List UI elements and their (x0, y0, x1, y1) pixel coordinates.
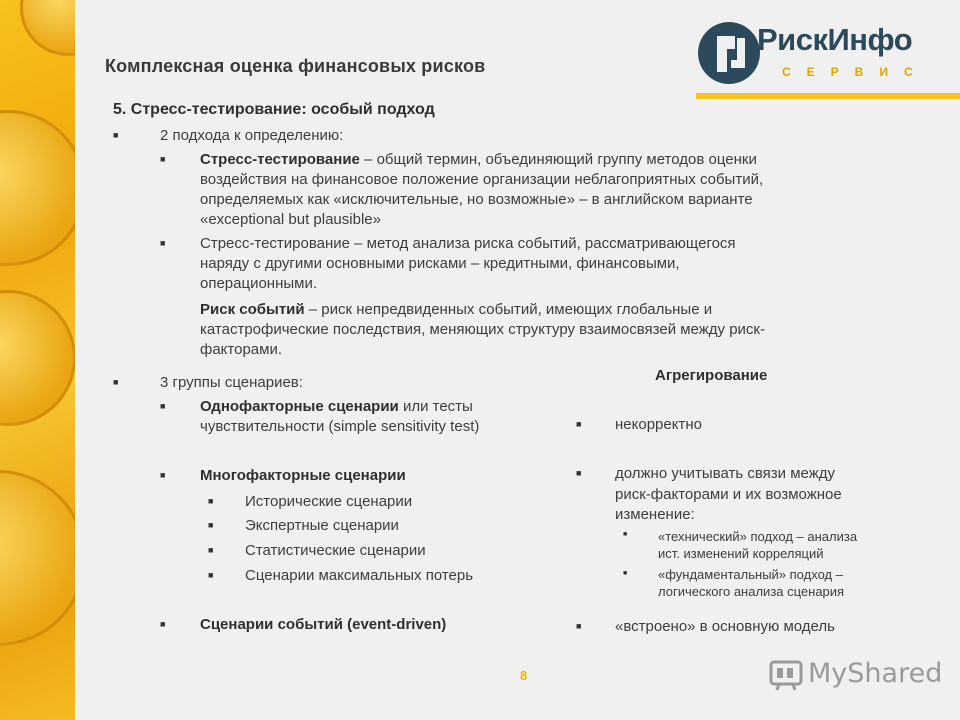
multi-factor-scenarios: Многофакторные сценарии (200, 467, 406, 484)
aggregation-item: некорректно (615, 416, 702, 433)
aggregation-item: должно учитывать связи между (615, 465, 835, 482)
bullet-icon: ■ (623, 570, 628, 577)
definition-3-line (200, 300, 712, 320)
header-accent-bar (696, 93, 960, 99)
bullet-icon: ■ (113, 130, 119, 140)
definition-1-line: воздействия на финансовое положение организации неблагоприятных событий, (200, 171, 764, 188)
definition-1-line: определяемых как «исключительные, но возможные» – в английском варианте (200, 191, 753, 208)
scenarios-label: 3 группы сценариев: (160, 374, 303, 391)
definition-1-line: «exceptional but plausible» (200, 211, 381, 228)
single-factor-term: Однофакторные сценарии (200, 398, 399, 415)
single-factor-rest: или тесты (398, 398, 473, 415)
definition-3-term: Риск событий (200, 301, 305, 318)
aggregation-item: «встроено» в основную модель (615, 618, 835, 635)
definition-1-term: Стресс-тестирование (200, 151, 360, 168)
slide-content (75, 0, 960, 720)
coin-image (0, 110, 75, 266)
coin-image (0, 290, 75, 426)
definition-3-line: катастрофические последствия, меняющих структуру взаимосвязей между риск- (200, 321, 765, 338)
bullet-icon: ■ (623, 531, 628, 538)
multi-factor-item: Статистические сценарии (245, 542, 426, 559)
definition-3-text: – риск непредвиденных событий, имеющих глобальные и (304, 301, 713, 318)
bullet-icon: ■ (160, 154, 166, 164)
bullet-icon: ■ (208, 545, 214, 555)
bullet-icon: ■ (160, 238, 166, 248)
watermark-logo-icon (767, 656, 807, 692)
bullet-icon: ■ (576, 621, 582, 631)
logo-subtitle: СЕРВИС (782, 65, 929, 79)
bullet-icon: ■ (208, 520, 214, 530)
definition-3-line: факторами. (200, 341, 283, 358)
multi-factor-item: Экспертные сценарии (245, 517, 399, 534)
definition-1-line (200, 150, 757, 170)
bullet-icon: ■ (160, 619, 166, 629)
decorative-gold-coins-panel (0, 0, 75, 720)
aggregation-item-line: изменение: (615, 506, 695, 523)
definition-2-line: Стресс-тестирование – метод анализа риска событий, рассматривающегося (200, 235, 736, 252)
definition-1-text: – общий термин, объединяющий группу методов оценки (359, 151, 757, 168)
bullet-icon: ■ (113, 377, 119, 387)
bullet-icon: ■ (576, 468, 582, 478)
bullet-icon: ■ (576, 419, 582, 429)
multi-factor-item: Сценарии максимальных потерь (245, 567, 474, 584)
slide-title: Комплексная оценка финансовых рисков (105, 56, 486, 76)
aggregation-title: Агрегирование (655, 367, 768, 384)
watermark-text: MyShared (808, 658, 943, 689)
bullet-icon: ■ (160, 470, 166, 480)
approaches-label: 2 подхода к определению: (160, 127, 344, 144)
single-factor-line-2: чувствительности (simple sensitivity test) (200, 418, 480, 435)
definition-2-line: операционными. (200, 275, 318, 292)
aggregation-item-line: риск-факторами и их возможное (615, 486, 842, 503)
aggregation-subitem: «фундаментальный» подход – (658, 567, 843, 582)
section-heading: 5. Стресс-тестирование: особый подход (113, 101, 435, 118)
event-driven-scenarios: Сценарии событий (event-driven) (200, 616, 447, 633)
page-number: 8 (520, 668, 528, 683)
bullet-icon: ■ (208, 496, 214, 506)
definition-2-line: наряду с другими основными рисками – кредитными, финансовыми, (200, 255, 680, 272)
coin-image (0, 470, 75, 646)
single-factor-scenarios (200, 397, 473, 417)
aggregation-subitem-line: логического анализа сценария (658, 584, 845, 599)
logo-wordmark: РискИнфо (757, 22, 913, 57)
bullet-icon: ■ (160, 401, 166, 411)
aggregation-subitem-line: ист. изменений корреляций (658, 546, 824, 561)
coin-image (20, 0, 75, 56)
bullet-icon: ■ (208, 570, 214, 580)
aggregation-subitem: «технический» подход – анализа (658, 529, 858, 544)
multi-factor-item: Исторические сценарии (245, 493, 413, 510)
